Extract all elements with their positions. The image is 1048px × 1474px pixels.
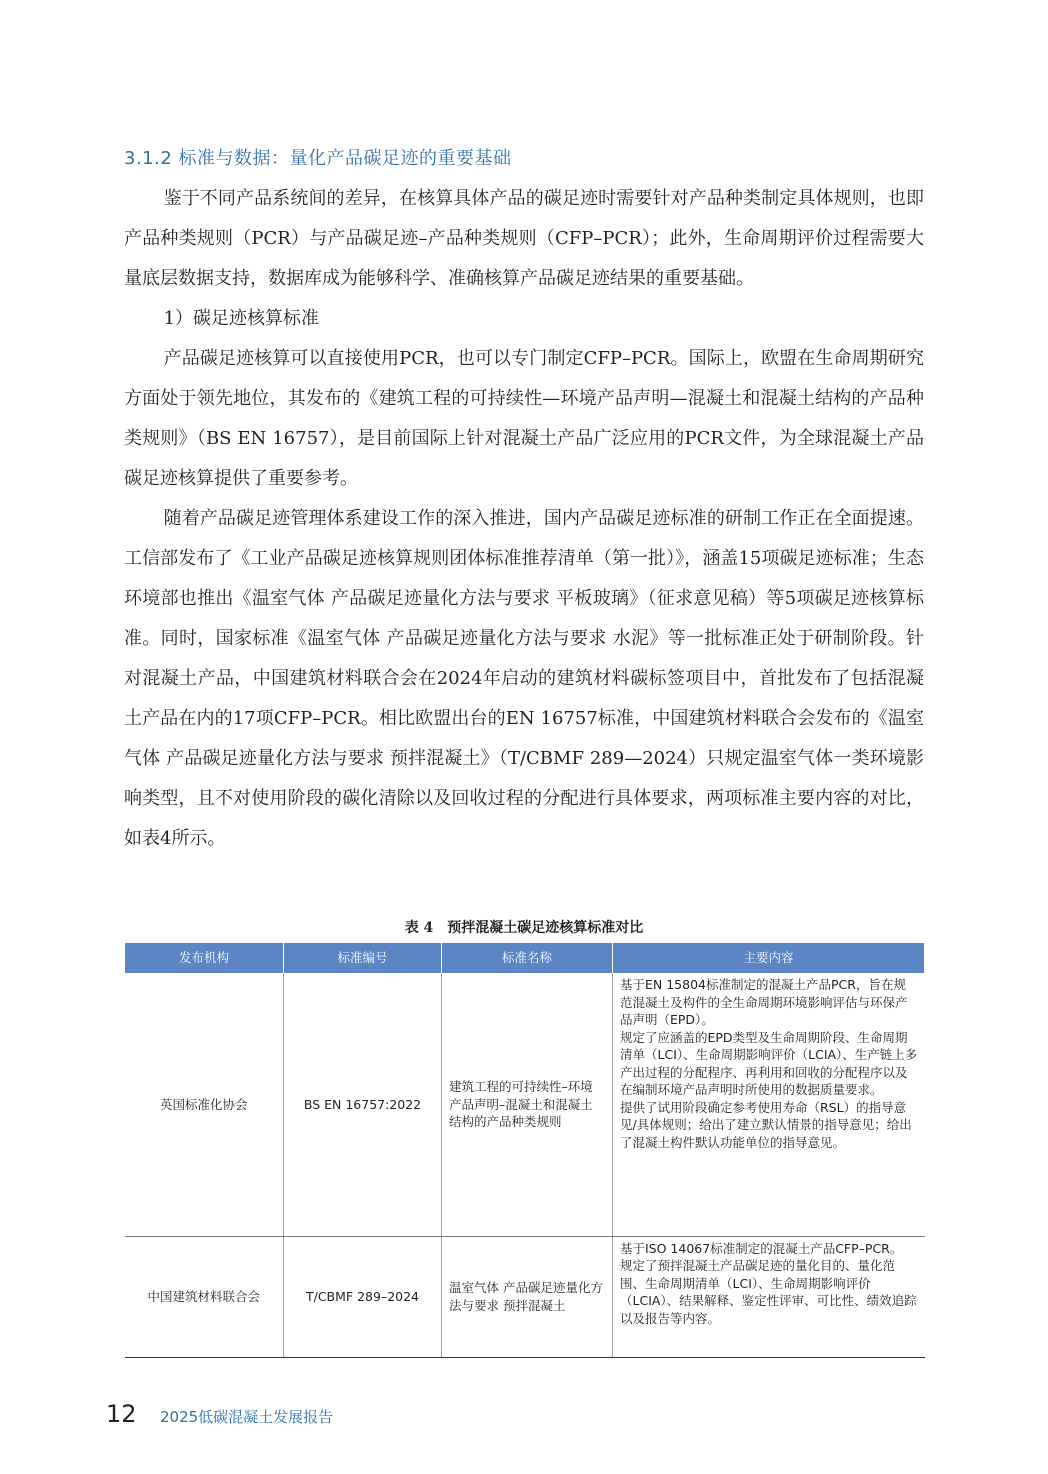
cell-name: 建筑工程的可持续性–环境产品声明–混凝土和混凝土结构的产品种类规则 [442,973,613,1236]
cell-org: 英国标准化协会 [125,973,284,1236]
table-caption: 表 4 预拌混凝土碳足迹核算标准对比 [404,920,644,936]
report-title: 2025低碳混凝土发展报告 [160,1408,334,1426]
paragraph-domestic: 随着产品碳足迹管理体系建设工作的深入推进，国内产品碳足迹标准的研制工作正在全面提速。工信部发布了《工业产品碳足迹核算规则团体标准推荐清单（第一批）》，涵盖15项碳足迹标准；生态环境部也推出《温室气体 产品碳足迹量化方法与要求 平板玻璃》（征求意见稿）等5项碳足迹核算标准。同时，国家标准《温室气体 产品碳足迹量化方法与要求 水泥》等一批标准正处于研制阶段。针对混凝土产品，中国建筑材料联合会在2024年启动的建筑材料碳标签项目中，首批发布了包括混凝土产品在内的17项CFP–PCR。相比欧盟出台的EN 16757标准，中国建筑材料联合会发布的《温室气体 产品碳足迹量化方法与要求 预拌混凝土》（T/CBMF 289—2024）只规定温室气体一类环境影响类型，且不对使用阶段的碳化清除以及回收过程的分配进行具体要求，两项标准主要内容的对比，如表4所示。 [124,508,924,849]
content-line: 规定了预拌混凝土产品碳足迹的量化目的、量化范围、生命周期清单（LCI）、生命周期影响评价（LCIA）、结果解释、鉴定性评审、可比性、绩效追踪以及报告等内容。 [620,1258,917,1326]
content-line: 提供了试用阶段确定参考使用寿命（RSL）的指导意见/具体规则；给出了建立默认情景的指导意见；给出了混凝土构件默认功能单位的指导意见。 [620,1099,912,1150]
table-row [125,973,925,1236]
body-text [124,179,924,859]
content-line: 基于EN 15804标准制定的混凝土产品PCR，旨在规范混凝土及构件的全生命周期环境影响评估与环保产品声明（EPD）。 [620,977,908,1027]
cell-content [613,973,925,1236]
cell-code: BS EN 16757:2022 [284,973,442,1236]
cell-content [613,1236,925,1357]
column-header-content: 主要内容 [613,943,925,973]
column-header-org: 发布机构 [125,943,284,973]
column-header-code: 标准编号 [284,943,442,973]
paragraph-international: 产品碳足迹核算可以直接使用PCR，也可以专门制定CFP–PCR。国际上，欧盟在生命周期研究方面处于领先地位，其发布的《建筑工程的可持续性—环境产品声明—混凝土和混凝土结构的产品种类规则》（BS EN 16757），是目前国际上针对混凝土产品广泛应用的PCR文件，为全球混凝土产品碳足迹核算提供了重要参考。 [124,348,924,489]
cell-code: T/CBMF 289–2024 [284,1236,442,1357]
paragraph-intro: 鉴于不同产品系统间的差异，在核算具体产品的碳足迹时需要针对产品种类制定具体规则，也即产品种类规则（PCR）与产品碳足迹–产品种类规则（CFP–PCR）；此外，生命周期评价过程需要大量底层数据支持，数据库成为能够科学、准确核算产品碳足迹结果的重要基础。 [124,188,924,289]
table-row [125,1236,925,1357]
column-header-name: 标准名称 [442,943,613,973]
content-line: 规定了应涵盖的EPD类型及生命周期阶段、生命周期清单（LCI）、生命周期影响评价（LCIA）、生产链上多产出过程的分配程序、再利用和回收的分配程序以及在编制环境产品声明时所使用的数据质量要求。 [620,1029,918,1097]
content-line: 基于ISO 14067标准制定的混凝土产品CFP–PCR。 [620,1240,903,1256]
standards-comparison-table [124,943,925,1358]
subheading-carbon-footprint-standards: 1）碳足迹核算标准 [163,308,320,329]
page-number: 12 [106,1400,137,1428]
cell-org: 中国建筑材料联合会 [125,1236,284,1357]
cell-name: 温室气体 产品碳足迹量化方法与要求 预拌混凝土 [442,1236,613,1357]
table-header-row [125,943,925,973]
section-heading: 3.1.2 标准与数据：量化产品碳足迹的重要基础 [124,148,512,169]
